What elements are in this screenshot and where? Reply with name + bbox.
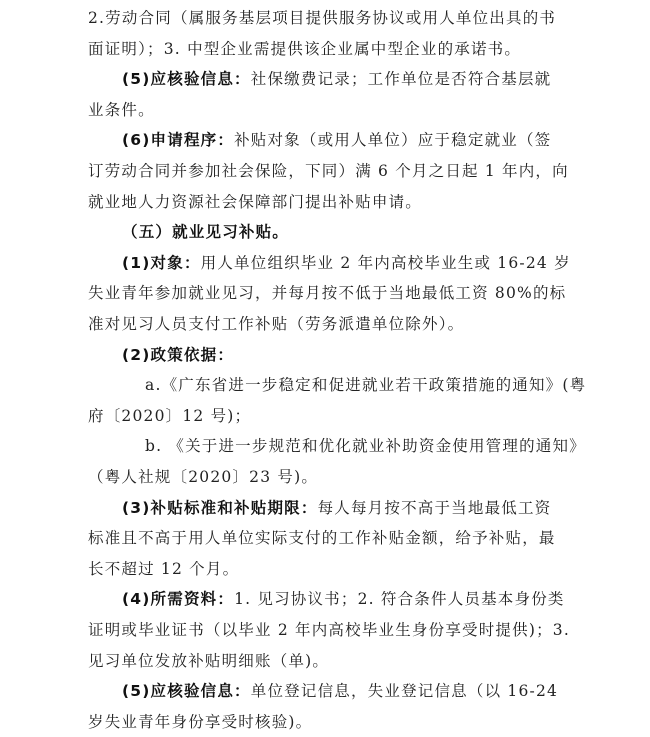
line-14 <box>88 406 251 426</box>
line-13 <box>145 375 586 395</box>
line-11 <box>88 314 464 334</box>
line-1 <box>88 8 556 28</box>
line-19 <box>88 559 239 579</box>
line-3 <box>122 69 551 89</box>
line-2 <box>88 39 521 59</box>
line-16 <box>88 467 318 487</box>
line-15 <box>145 436 586 456</box>
line-12-heading: (2)政策依据： <box>122 345 235 364</box>
line-6 <box>88 161 569 181</box>
line-18 <box>88 528 556 548</box>
line-5 <box>122 130 551 150</box>
line-20-heading: (4)所需资料： <box>122 590 235 609</box>
line-23-heading: (5)应核验信息： <box>122 682 251 701</box>
line-23-text: 单位登记信息，失业登记信息（以 16-24 <box>250 682 559 701</box>
line-23 <box>122 681 558 701</box>
line-3-heading: (5)应核验信息： <box>122 70 251 89</box>
line-21-text: 证明或毕业证书（以毕业 2 年内高校毕业生身份享受时提供)；3. <box>88 621 570 639</box>
line-24 <box>88 712 312 732</box>
line-9-heading: (1)对象： <box>122 253 201 272</box>
line-20-text: 1. 见习协议书；2. 符合条件人员基本身份类 <box>234 590 565 609</box>
line-13-text: a.《广东省进一步稳定和促进就业若干政策措施的通知》(粤 <box>145 376 587 395</box>
line-9 <box>122 253 571 273</box>
line-21 <box>88 620 570 640</box>
line-14-text: 府〔2020〕12 号)； <box>88 406 252 425</box>
line-3-text: 社保缴费记录；工作单位是否符合基层就 <box>250 70 552 89</box>
line-4-text: 业条件。 <box>88 100 155 119</box>
line-15-text: b. 《关于进一步规范和优化就业补助资金使用管理的通知》 <box>145 437 586 456</box>
line-22-text: 见习单位发放补贴明细账（单)。 <box>88 651 330 670</box>
line-19-text: 长不超过 12 个月。 <box>88 559 240 578</box>
line-10 <box>88 283 566 303</box>
line-1-text: 2.劳动合同（属服务基层项目提供服务协议或用人单位出具的书 <box>88 9 557 27</box>
line-9-text: 用人单位组织毕业 2 年内高校毕业生或 16-24 岁 <box>200 253 571 272</box>
line-22 <box>88 651 329 671</box>
line-17-heading: (3)补贴标准和补贴期限： <box>122 498 318 517</box>
line-8 <box>122 222 289 242</box>
line-5-text: 补贴对象（或用人单位）应于稳定就业（签 <box>234 131 552 150</box>
line-7 <box>88 192 422 212</box>
line-20 <box>122 589 565 609</box>
line-6-text: 订劳动合同并参加社会保险，下同）满 6 个月之日起 1 年内，向 <box>88 162 569 180</box>
line-18-text: 标准且不高于用人单位实际支付的工作补贴金额，给予补贴，最 <box>88 529 556 548</box>
line-17 <box>122 498 551 518</box>
line-10-text: 失业青年参加就业见习，并每月按不低于当地最低工资 80%的标 <box>88 284 567 303</box>
line-4 <box>88 100 155 120</box>
line-11-text: 准对见习人员支付工作补贴（劳务派遣单位除外）。 <box>88 315 465 333</box>
line-16-text: （粤人社规〔2020〕23 号)。 <box>88 468 319 486</box>
line-2-text: 面证明）；3. 中型企业需提供该企业属中型企业的承诺书。 <box>88 39 522 58</box>
line-5-heading: (6)申请程序： <box>122 131 235 150</box>
line-17-text: 每人每月按不高于当地最低工资 <box>317 498 552 517</box>
line-24-text: 岁失业青年身份享受时核验)。 <box>88 712 313 731</box>
section-heading-5: （五）就业见习补贴。 <box>122 223 290 242</box>
line-12 <box>122 345 234 365</box>
line-7-text: 就业地人力资源社会保障部门提出补贴申请。 <box>88 192 423 211</box>
